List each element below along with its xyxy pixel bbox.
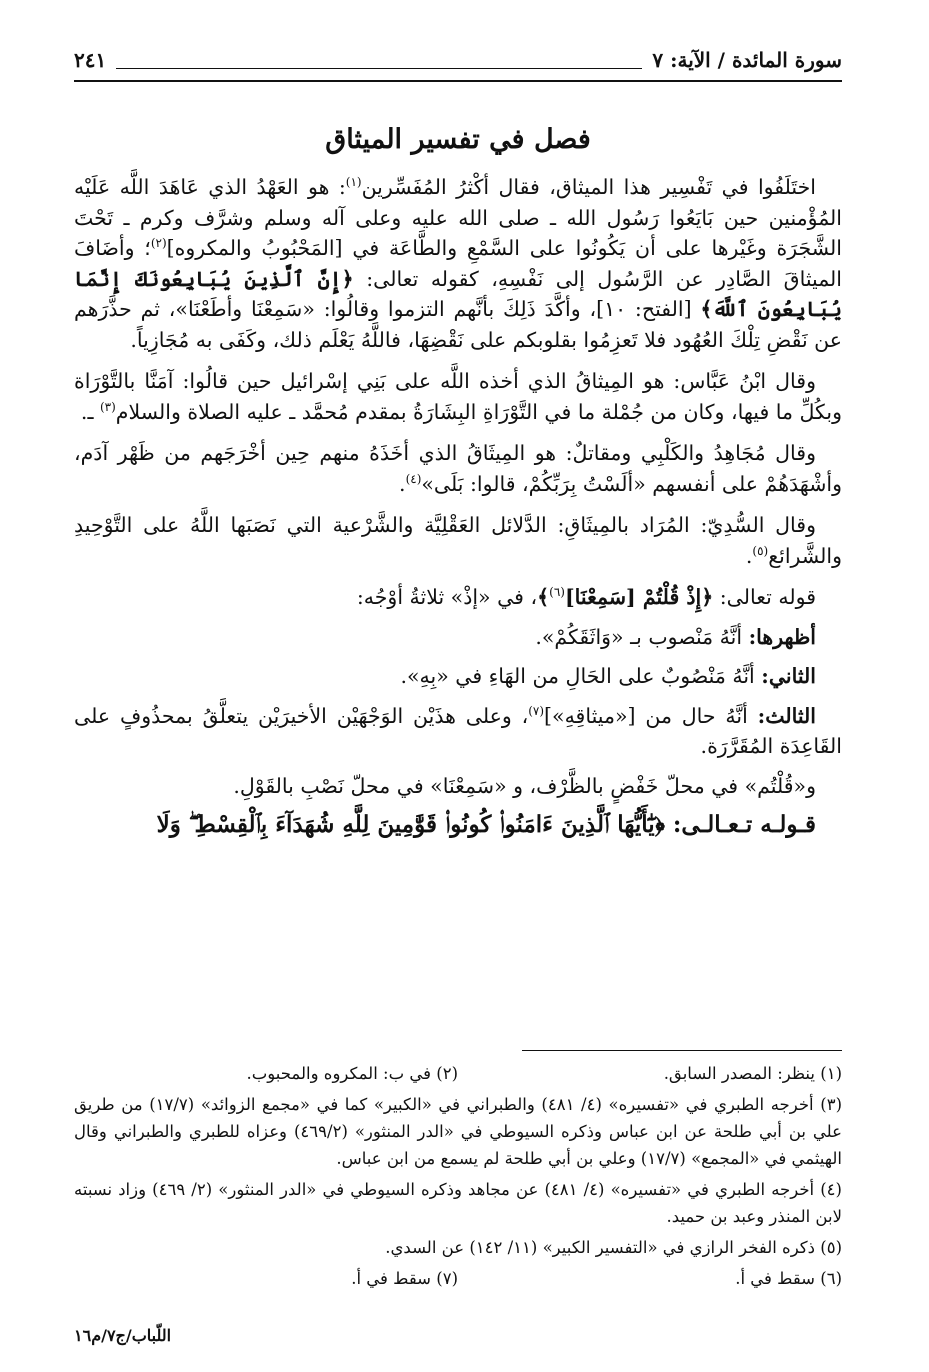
p1-text-end: [الفتح: ١٠]، وأكَّدَ ذَلِكَ بأنَّهم التزموا وقالُوا: «سَمِعْنَا وأطَعْنَا»، ثم حذَّرَهم عن نَقْضِ تِلْكَ العُهُود فلا تَعزِمُوا بقلوبكم على نَقْضِهَا، فاللَّهُ يَعْلَم ذلك، وكَفَى به مُجَازِياً. [74,297,842,352]
header-dash-line [116,68,642,69]
footnote-7: (٧) سقط في أ. [351,1269,458,1288]
p5-text: قوله تعالى: [713,585,816,609]
paragraph-1 [74,172,842,355]
footnote-ref: (٢) [150,236,167,251]
footnote-row [74,1060,842,1091]
p1-text-cont: : هو العَهْدُ الذي عَاهَدَ اللَّه عَلَيْه المُؤْمنين حين بَايَعُوا رَسُول الله ـ صلى الله عليه وعلى آله وسلم وشرَّف وكرم ـ تَحْتَ الشَّجَرَة وغَيْرها على أن يَكُونُوا على السَّمْعِ والطَّاعَة في [المَحْبُوبُ والمكروه] [74,175,842,260]
p10-text: قـولـه تـعـالـى: [664,811,816,838]
surah-label: سورة المائدة / الآية: ٧ [652,48,842,72]
footnote-ref: (٤) [405,471,422,486]
footnote-1: (١) ينظر: المصدر السابق. [663,1064,842,1083]
paragraph-5 [74,582,842,613]
p1-text-cont2: ؛ وأضَافَ الميثاقَ الصَّادِر عن الرَّسُول إلى نَفْسِهِ، كقوله تعالى: [74,236,842,291]
paragraph-2 [74,366,842,427]
p5-text-end: ، في «إذْ» ثلاثةُ أوْجُه: [356,585,538,609]
page-number: ٢٤١ [74,48,107,72]
footnote-2: (٢) في ب: المكروه والمحبوب. [246,1064,458,1083]
p8-text-end: ، وعلى هذَيْن الوَجْهَيْن الأخيرَيْن يتعلَّقُ بمحذُوفٍ على القَاعِدَة المُقَرَّرَة. [74,703,842,758]
footnote-ref: (٥) [752,543,769,558]
paragraph-6 [74,622,842,653]
footnote-ref: (١) [345,175,362,190]
quran-verse: ﴿يَٰٓأَيُّهَا ٱلَّذِينَ ءَامَنُوا۟ كُونُوا۟ قَوَّٰمِينَ لِلَّهِ شُهَدَآءَ بِٱلْقِسْطِ ۖ وَلَا [156,811,665,838]
point-label: أظهرها: [748,624,816,649]
footnote-5: (٥) ذكره الفخر الرازي في «التفسير الكبير» (١١/ ١٤٢) عن السدي. [385,1238,842,1257]
footnote-4: (٤) أخرجه الطبري في «تفسيره» (٤/ ٤٨١) عن مجاهد وذكره السيوطي في «الدر المنثور» (٢/ ٤٦٩) وزاد نسبته لابن المنذر وعبد بن حميد. [74,1180,842,1226]
p3-text-end: . [399,471,406,496]
footnote-separator [522,1050,842,1051]
p4-text-end: . [745,543,753,568]
verse-bracket: ﴾ [537,585,550,609]
p6-text: أنَّهُ مَنْصوب بـ «وَاثَقَكُمْ». [535,624,749,649]
p4-text: وقال السُّدِيّ: المُرَاد بالمِيثَاقِ: الدَّلائل العَقْلِيَّة والشَّرْعية التي نَصَبَها اللَّهُ على التَّوْحِيدِ والشَّرائع [74,513,842,568]
header-rule [74,80,842,82]
p3-text: وقال مُجَاهِدُ والكَلْبِي ومقاتلٌ: هو المِيثَاقُ الذي أخَذَهُ منهم حِين أخْرَجَهم من ظَهْر آدَم، وأشْهَدَهُمْ على أنفسهم «ألَسْتُ بِرَبِّكُمْ، قالوا: بَلَى» [74,441,842,496]
footnote-3: (٣) أخرجه الطبري في «تفسيره» (٤/ ٤٨١) والطبراني في «الكبير» كما في «مجمع الزوائد» (١٧/٧) من طريق علي بن أبي طلحة عن ابن عباس وذكره السيوطي في «الدر المنثور» (٤٦٩/٢) وعزاه للطبري والطبراني وقال الهيثمي في «المجمع» (١٧/٧) وعلي بن أبي طلحة لم يسمع من ابن عباس. [74,1095,842,1168]
point-label: الثالث: [757,703,816,728]
paragraph-3 [74,438,842,499]
p2-text: وقال ابْنُ عَبَّاس: هو المِيثاقُ الذي أخذه اللَّه على بَنِي إسْرائيل حين قالُوا: آمَنَّا بالتَّوْرَاة وبكُلِّ ما فيها، وكان من جُمْلة ما في التَّوْرَاةِ البِشَارَةُ بمقدم مُحمَّد ـ عليه الصلاة والسلام [74,369,842,424]
footnote-6: (٦) سقط في أ. [735,1269,842,1288]
paragraph-4 [74,510,842,571]
footnote-ref: (٦) [549,585,565,600]
paragraph-7 [74,661,842,692]
quran-verse: ﴿إِنَّ ٱلَّذِينَ يُبَايِعُونَكَ إِنَّمَا يُبَايِعُونَ ٱللَّهَ﴾ [74,266,842,321]
paragraph-8 [74,701,842,762]
paragraph-9 [74,771,842,802]
p9-text: و«قُلْتُم» في محلّ خَفْضٍ بالظَّرْف، و «سَمِعْنَا» في محلّ نَصْبِ بالقَوْلِ. [233,773,816,798]
footnote-row [74,1265,842,1296]
point-label: الثاني: [761,664,816,688]
running-header [74,38,842,82]
footnote-ref: (٧) [528,703,545,718]
section-title: فصل في تفسير الميثاق [325,124,591,155]
p7-text: أنَّهُ مَنْصُوبٌ على الحَالِ من الهَاءِ في «بِهِ». [400,664,762,688]
p8-text: أنَّهُ حال من [«ميثاقِهِ»] [544,703,758,728]
volume-signature: اللّباب/ج٧/م١٦ [74,1326,172,1345]
main-text [74,172,842,852]
footnote-ref: (٣) [99,399,116,414]
p2-text-end: ـ. [80,399,100,424]
footnotes [74,1060,842,1296]
quran-verse: ﴿إِذْ قُلْتُمْ [سَمِعْنَا] [564,585,714,609]
paragraph-10 [74,810,842,841]
p1-text: اختَلَفُوا في تَفْسِير هذا الميثاق، فقال أكْثرُ المُفَسِّرين [361,175,816,199]
